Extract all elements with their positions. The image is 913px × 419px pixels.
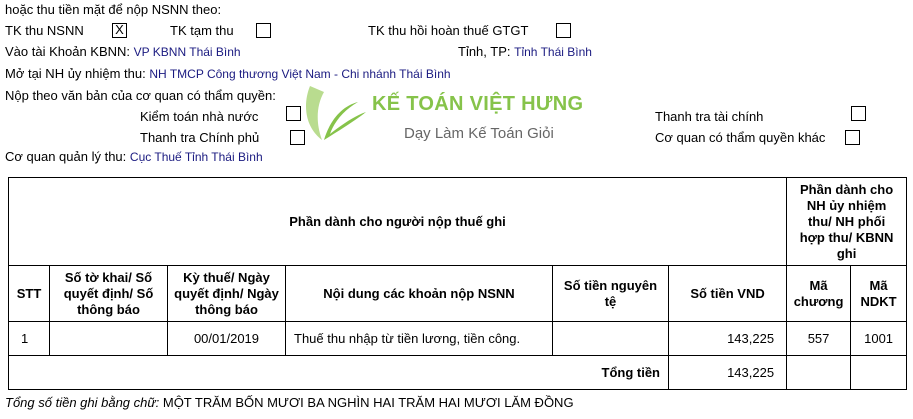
total-ndkt-empty	[851, 356, 907, 390]
kbnn-label	[5, 44, 241, 59]
account-nsnn-label: TK thu NSNN	[5, 23, 84, 38]
cell-ndkt: 1001	[851, 322, 907, 356]
account-refund-checkbox[interactable]	[556, 23, 571, 38]
cell-chapter: 557	[787, 322, 851, 356]
total-label: Tổng tiền	[9, 356, 669, 390]
intro-text: hoặc thu tiền mặt để nộp NSNN theo:	[5, 2, 222, 17]
account-temp-label: TK tạm thu	[170, 23, 234, 38]
bank-label	[5, 66, 451, 81]
col-stt-header: STT	[9, 266, 50, 322]
province-label	[458, 44, 592, 59]
col-orig-amount-header: Số tiền nguyên tệ	[553, 266, 669, 322]
table-total-row	[9, 356, 907, 390]
agency-label-text: Cơ quan quản lý thu:	[5, 149, 127, 164]
cell-content: Thuế thu nhập từ tiền lương, tiền công.	[286, 322, 553, 356]
col-ndkt-header: Mã NDKT	[851, 266, 907, 322]
authority-finance-inspect-label: Thanh tra tài chính	[655, 109, 764, 124]
payment-table	[8, 177, 907, 390]
amount-in-words-value: MỘT TRĂM BỐN MƯƠI BA NGHÌN HAI TRĂM HAI MƯƠI LĂM ĐỒNG	[162, 395, 574, 410]
bank-label-text: Mở tại NH ủy nhiệm thu:	[5, 66, 146, 81]
authority-audit-label: Kiểm toán nhà nước	[140, 109, 259, 124]
province-label-text: Tỉnh, TP:	[458, 44, 511, 59]
group-right-header: Phần dành cho NH ủy nhiệm thu/ NH phối hợp thu/ KBNN ghi	[787, 178, 907, 266]
amount-in-words	[5, 395, 574, 410]
bank-value: NH TMCP Công thương Việt Nam - Chi nhánh Thái Bình	[149, 67, 451, 81]
col-period-header: Kỳ thuế/ Ngày quyết định/ Ngày thông báo	[168, 266, 286, 322]
authority-audit-checkbox[interactable]	[286, 106, 301, 121]
agency-label	[5, 149, 263, 164]
kbnn-value: VP KBNN Thái Bình	[133, 45, 241, 59]
cell-stt: 1	[9, 322, 50, 356]
total-chapter-empty	[787, 356, 851, 390]
cell-period: 00/01/2019	[168, 322, 286, 356]
watermark-title: KẾ TOÁN VIỆT HƯNG	[372, 93, 584, 115]
kbnn-label-text: Vào tài Khoản KBNN:	[5, 44, 131, 59]
cell-vnd-amount: 143,225	[669, 322, 787, 356]
province-value: Tỉnh Thái Bình	[514, 45, 592, 59]
authority-finance-inspect-checkbox[interactable]	[851, 106, 866, 121]
authority-gov-inspect-label: Thanh tra Chính phủ	[140, 130, 260, 145]
col-vnd-amount-header: Số tiền VND	[669, 266, 787, 322]
authority-heading: Nộp theo văn bản của cơ quan có thẩm quyền:	[5, 88, 276, 103]
account-nsnn-checkbox[interactable]	[112, 23, 127, 38]
table-row	[9, 322, 907, 356]
cell-doc-no	[50, 322, 168, 356]
total-value: 143,225	[669, 356, 787, 390]
col-chapter-header: Mã chương	[787, 266, 851, 322]
amount-in-words-label: Tổng số tiền ghi bằng chữ:	[5, 395, 160, 410]
table-group-header-row	[9, 178, 907, 266]
agency-value: Cục Thuế Tỉnh Thái Bình	[129, 150, 263, 164]
col-content-header: Nội dung các khoản nộp NSNN	[286, 266, 553, 322]
authority-other-checkbox[interactable]	[845, 130, 860, 145]
watermark-subtitle: Dạy Làm Kế Toán Giỏi	[404, 125, 554, 142]
account-temp-checkbox[interactable]	[256, 23, 271, 38]
authority-other-label: Cơ quan có thẩm quyền khác	[655, 130, 826, 145]
col-doc-no-header: Số tờ khai/ Số quyết định/ Số thông báo	[50, 266, 168, 322]
account-refund-label: TK thu hồi hoàn thuế GTGT	[368, 23, 529, 38]
group-left-header: Phần dành cho người nộp thuế ghi	[9, 178, 787, 266]
table-column-header-row	[9, 266, 907, 322]
checked-mark: X	[115, 22, 124, 37]
leaf-logo-icon	[300, 82, 368, 144]
cell-orig-amount	[553, 322, 669, 356]
